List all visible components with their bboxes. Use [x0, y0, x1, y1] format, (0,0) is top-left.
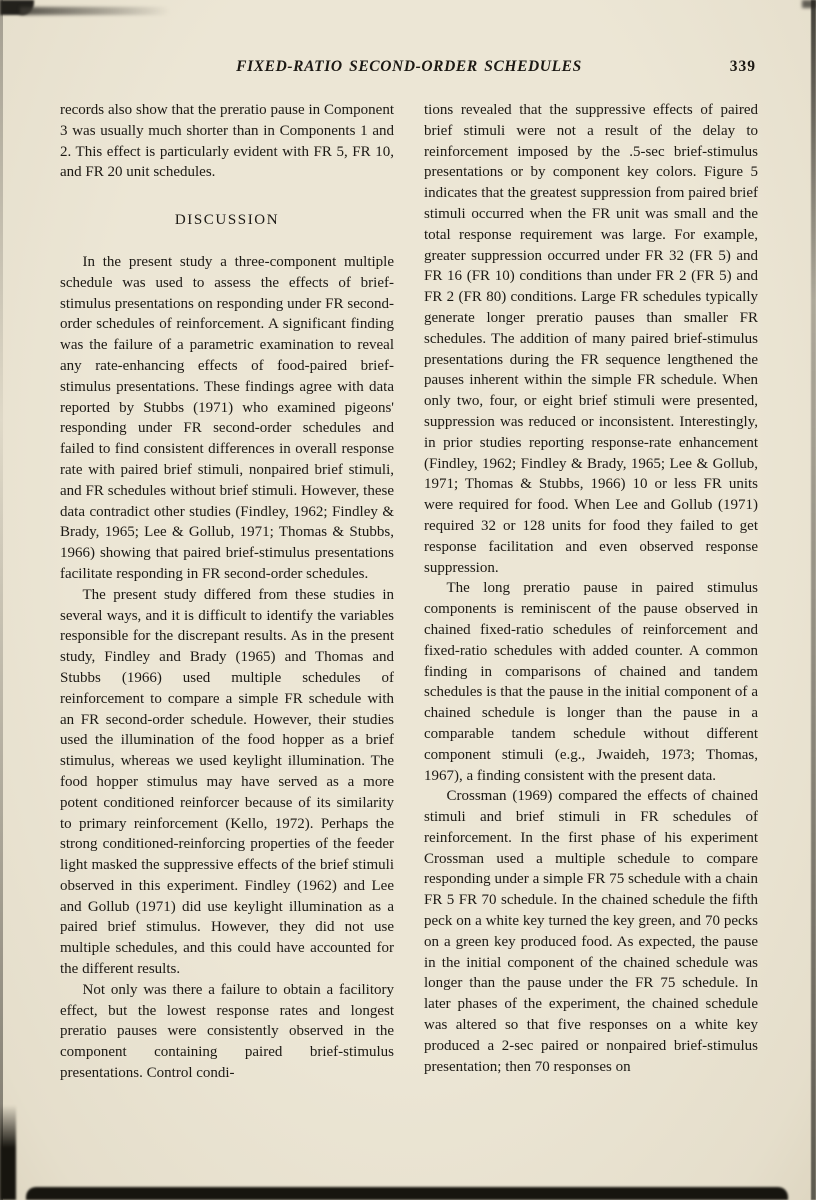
page-header: [60, 58, 758, 80]
paragraph: Not only was there a failure to obtain a facilitory effect, but the lowest response rates and longest preratio pauses were consistently observed in the component containing paired brief-stimulus presentations. Control condi-: [60, 981, 394, 1082]
left-column: [60, 100, 394, 1084]
scan-artifact-top-right: [802, 0, 816, 8]
scan-artifact-bottom-band: [26, 1187, 788, 1200]
section-heading-discussion: DISCUSSION: [174, 212, 280, 229]
scan-artifact-bottom-left: [0, 1105, 16, 1200]
right-column: [424, 100, 758, 1084]
paragraph: The present study differed from these studies in several ways, and it is difficult to identify the variables responsible for the discrepant results. As in the present study, Findley and Brady (1965) and Thomas and Stubbs (1966) used multiple schedules of reinforcement to compare a simple FR schedule with an FR second-order schedule. However, their studies used the illumination of the food hopper as a brief stimulus, whereas we used keylight illumination. The food hopper stimulus may have served as a more potent conditioned reinforcer because of its similarity to primary reinforcement (Kello, 1972). Perhaps the strong conditioned-reinforcing properties of the feeder light masked the suppressive effects of the brief stimuli observed in this experiment. Findley (1962) and Lee and Gollub (1971) did use keylight illumination as a paired brief stimulus. However, they did not use multiple schedules, and this could have accounted for the different results.: [60, 586, 394, 978]
running-title: FIXED-RATIO SECOND-ORDER SCHEDULES: [236, 58, 582, 75]
paragraph: Crossman (1969) compared the effects of chained stimuli and brief stimuli in FR schedules of reinforcement. In the first phase of his experiment Crossman used a multiple schedule to compare responding under a simple FR 75 schedule with a chain FR 5 FR 70 schedule. In the chained schedule the fifth peck on a white key turned the key green, and 70 pecks on a green key produced food. As expected, the pause in the initial component of the chained schedule was longer than the pause under the FR 75 schedule. In later phases of the experiment, the chained schedule was altered so that five responses on a white key produced a 2-sec paired or nonpaired brief-stimulus presentation; then 70 responses on: [424, 788, 758, 1075]
scan-artifact-top-left: [0, 0, 34, 15]
paragraph-continued-from-previous-page: records also show that the preratio pause in Component 3 was usually much shorter than in Components 1 and 2. This effect is particularly evident with FR 5, FR 10, and FR 20 unit schedules.: [60, 102, 394, 181]
paragraph: In the present study a three-component multiple schedule was used to assess the effects of brief-stimulus presentations on responding under FR second-order schedules of reinforcement. A significant finding was the failure of a parametric examination to reveal any rate-enhancing effects of food-paired brief-stimulus presentations. These findings agree with data reported by Stubbs (1971) who examined pigeons' responding under FR second-order schedules and failed to find consistent differences in overall response rate with paired brief stimuli, nonpaired brief stimuli, and FR schedules without brief stimuli. However, these data contradict other studies (Findley, 1962; Findley & Brady, 1965; Lee & Gollub, 1971; Thomas & Stubbs, 1966) showing that paired brief-stimulus presentations facilitate responding in FR second-order schedules.: [60, 253, 394, 582]
two-column-text-body: [60, 100, 758, 1084]
paragraph-continued-from-left-column: tions revealed that the suppressive effects of paired brief stimuli were not a result of the delay to reinforcement imposed by the .5-sec brief-stimulus presentations or by component key colors. Figure 5 indicates that the greatest suppression from paired brief stimuli occurred when the FR unit was small and the total response requirement was large. For example, greater suppression occurred under FR 32 (FR 5) and FR 16 (FR 10) conditions than under FR 2 (FR 5) and FR 2 (FR 80) conditions. Large FR schedules typically generate longer preratio pauses than smaller FR schedules. The addition of many paired brief-stimulus presentations during the FR sequence lengthened the pauses inherent within the simple FR schedule. When only two, four, or eight brief stimuli were presented, suppression was reduced or inconsistent. Interestingly, in prior studies reporting response-rate enhancement (Findley, 1962; Findley & Brady, 1965; Lee & Gollub, 1971; Thomas & Stubbs, 1966) 10 or less FR units were required for food. When Lee and Gollub (1971) required 32 or 128 units for food they failed to get response facilitation and even observed response suppression.: [424, 102, 758, 576]
paragraph: The long preratio pause in paired stimulus components is reminiscent of the pause observed in chained fixed-ratio schedules of reinforcement and fixed-ratio schedules with added counter. A common finding in comparisons of chained and tandem schedules is that the pause in the initial component of a chained schedule is longer than the pause in a comparable tandem schedule without different component stimuli (e.g., Jwaideh, 1973; Thomas, 1967), a finding consistent with the present data.: [424, 580, 758, 784]
scan-artifact-top-band: [20, 7, 170, 15]
page-number: 339: [729, 58, 756, 75]
scan-artifact-right-edge: [811, 0, 816, 1200]
scan-artifact-left-edge: [0, 0, 3, 1200]
